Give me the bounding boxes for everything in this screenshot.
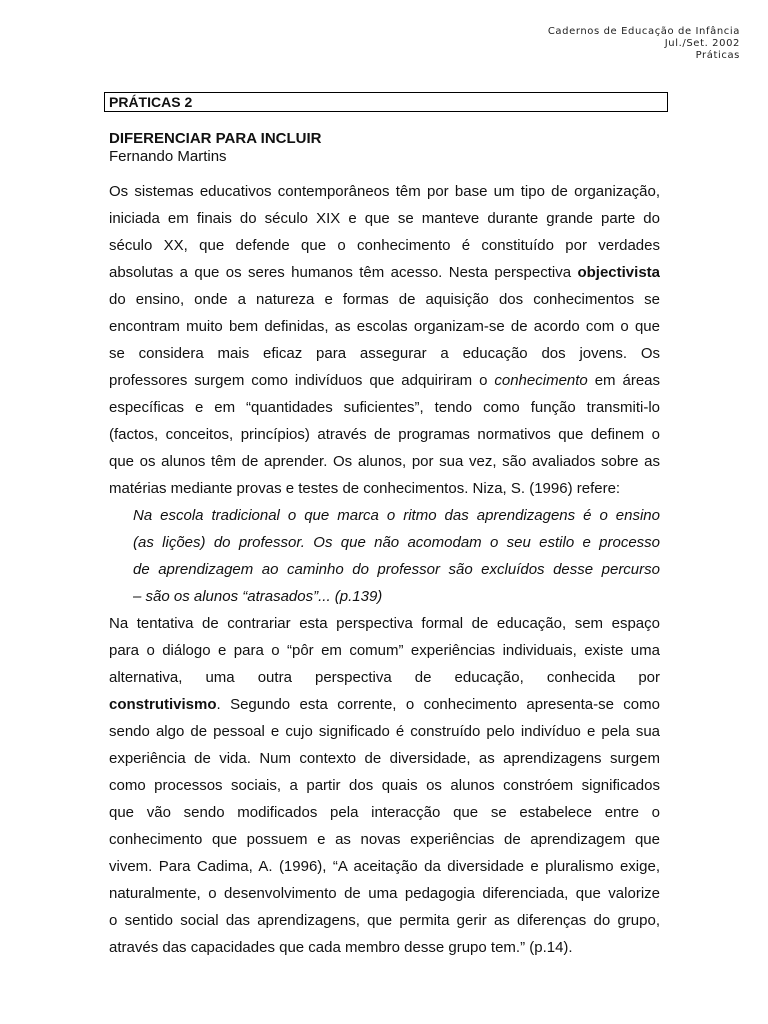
text-run: absolutas a que os seres humanos têm acesso. Nesta perspectiva bbox=[109, 264, 578, 281]
text-line: através das capacidades que cada membro desse grupo tem.” (p.14). bbox=[109, 939, 573, 956]
text-line bbox=[109, 691, 660, 718]
text-line: que vão sendo modificados pela interacção que se estabelece entre o bbox=[109, 804, 660, 821]
running-header bbox=[548, 26, 740, 62]
text-line: século XX, que defende que o conhecimento é constituído por verdades bbox=[109, 237, 660, 254]
text-run: – são os alunos “atrasados”... bbox=[133, 588, 331, 605]
block-quote bbox=[109, 502, 660, 610]
text-line: iniciada em finais do século XIX e que se manteve durante grande parte do bbox=[109, 210, 660, 227]
text-line: do ensino, onde a natureza e formas de aquisição dos conhecimentos se bbox=[109, 291, 660, 308]
text-line: Na tentativa de contrariar esta perspectiva formal de educação, sem espaço bbox=[109, 615, 660, 632]
text-line: (factos, conceitos, princípios) através de programas normativos que definem o bbox=[109, 426, 660, 443]
article-title: DIFERENCIAR PARA INCLUIR bbox=[109, 130, 322, 147]
quote-line: de aprendizagem ao caminho do professor são excluídos desse percurso bbox=[133, 561, 660, 578]
text-run: . Segundo esta corrente, o conhecimento apresenta-se como bbox=[216, 696, 660, 713]
text-line: conhecimento que possuem e as novas experiências de aprendizagem que bbox=[109, 831, 660, 848]
paragraph-2 bbox=[109, 610, 660, 961]
text-line: sendo algo de pessoal e cujo significado é construído pelo indivíduo e pela sua bbox=[109, 723, 660, 740]
text-line: como processos sociais, a partir dos quais os alunos constróem significados bbox=[109, 777, 660, 794]
text-line: se considera mais eficaz para assegurar a educação dos jovens. Os bbox=[109, 345, 660, 362]
quote-line bbox=[133, 583, 660, 610]
section-name: Práticas bbox=[695, 50, 740, 61]
paragraph-1 bbox=[109, 178, 660, 502]
text-run: em áreas bbox=[587, 372, 660, 389]
text-line: matérias mediante provas e testes de conhecimentos. Niza, S. (1996) refere: bbox=[109, 480, 621, 497]
section-label-box: PRÁTICAS 2 bbox=[104, 92, 668, 112]
issue-date: Jul./Set. 2002 bbox=[664, 38, 740, 49]
text-line: vivem. Para Cadima, A. (1996), “A aceitação da diversidade e pluralismo exige, bbox=[109, 858, 660, 875]
journal-name: Cadernos de Educação de Infância bbox=[547, 26, 740, 37]
text-line: encontram muito bem definidas, as escolas organizam-se de acordo com o que bbox=[109, 318, 660, 335]
text-line bbox=[109, 259, 660, 286]
text-line: experiência de vida. Num contexto de diversidade, as aprendizagens surgem bbox=[109, 750, 660, 767]
text-line: para o diálogo e para o “pôr em comum” experiências individuais, existe uma bbox=[109, 642, 660, 659]
article-body bbox=[109, 178, 660, 961]
text-run: professores surgem como indivíduos que adquiriram o bbox=[109, 372, 495, 389]
article-author: Fernando Martins bbox=[109, 148, 227, 165]
text-line bbox=[109, 367, 660, 394]
text-run: (p.139) bbox=[330, 588, 383, 605]
text-line: que os alunos têm de aprender. Os alunos, por sua vez, são avaliados sobre as bbox=[109, 453, 660, 470]
text-line: Os sistemas educativos contemporâneos têm por base um tipo de organização, bbox=[109, 183, 660, 200]
italic-term: conhecimento bbox=[494, 372, 588, 389]
text-line: naturalmente, o desenvolvimento de uma pedagogia diferenciada, que valorize bbox=[109, 885, 660, 902]
bold-term: objectivista bbox=[577, 264, 660, 281]
quote-line: (as lições) do professor. Os que não acomodam o seu estilo e processo bbox=[133, 534, 660, 551]
text-line: alternativa, uma outra perspectiva de educação, conhecida por bbox=[109, 669, 660, 686]
quote-line: Na escola tradicional o que marca o ritmo das aprendizagens é o ensino bbox=[133, 507, 660, 524]
text-line: específicas e em “quantidades suficientes”, tendo como função transmiti-lo bbox=[109, 399, 660, 416]
text-line: o sentido social das aprendizagens, que permita gerir as diferenças do grupo, bbox=[109, 912, 660, 929]
bold-term: construtivismo bbox=[109, 696, 217, 713]
